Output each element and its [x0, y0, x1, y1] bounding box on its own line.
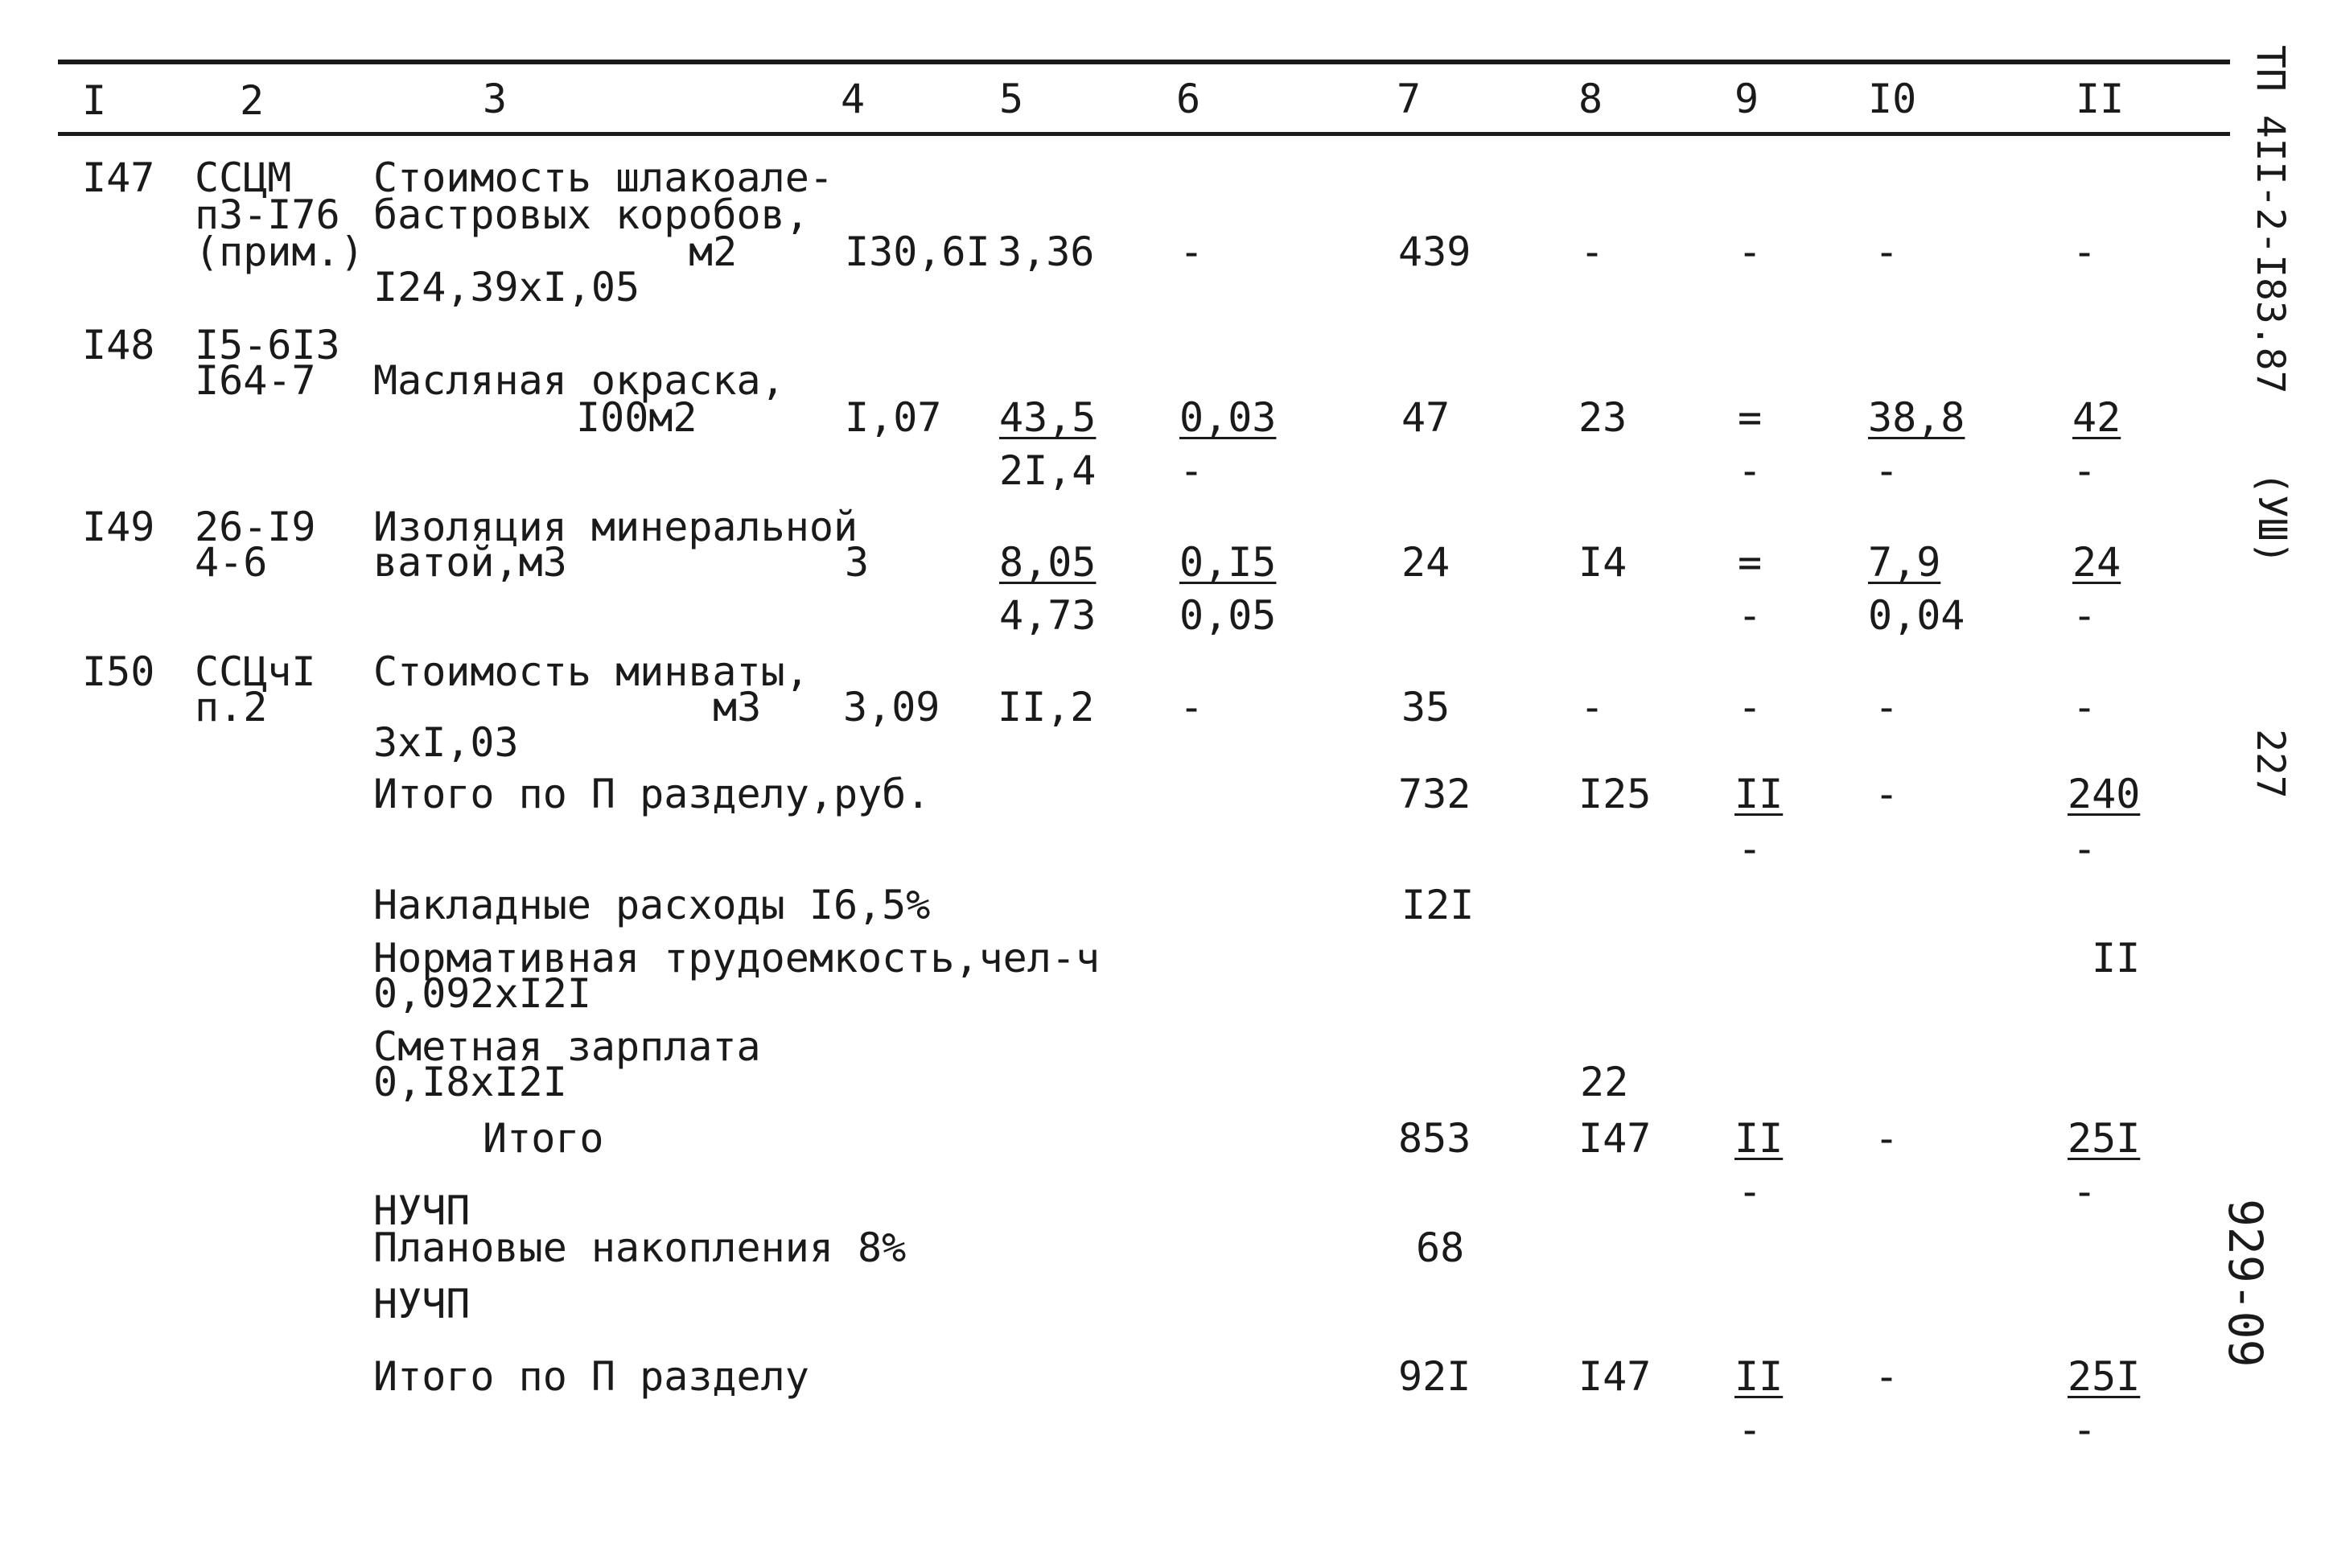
- cell-col-11: -: [2072, 228, 2097, 275]
- summary-label: Итого по П разделу: [373, 1353, 809, 1400]
- cell-col-11: II: [2092, 935, 2141, 982]
- cell-col-5-sub: 2I,4: [999, 447, 1097, 494]
- cell-col-6-sub: -: [1179, 447, 1204, 494]
- cell-col-10: -: [1874, 771, 1899, 817]
- cell-col-7: 439: [1398, 228, 1471, 275]
- cell-col-7: 24: [1401, 539, 1450, 586]
- cell-col-11-sub: -: [2072, 592, 2097, 639]
- summary-label: Итого по П разделу,руб.: [373, 771, 931, 817]
- cell-col-8: 22: [1580, 1059, 1629, 1105]
- summary-label: Итого: [483, 1115, 604, 1162]
- summary-label: Накладные расходы I6,5%: [373, 882, 931, 928]
- cell-col-8: -: [1580, 228, 1605, 275]
- row-description: Масляная окраска,: [373, 357, 785, 404]
- cell-col-7: 853: [1398, 1115, 1471, 1162]
- header-col-3: 3: [483, 76, 508, 122]
- archive-stamp: 929-09: [2218, 1199, 2273, 1368]
- cell-col-11: -: [2072, 684, 2097, 730]
- header-col-11: II: [2076, 76, 2125, 122]
- header-col-6: 6: [1176, 76, 1201, 122]
- header-col-10: I0: [1868, 76, 1917, 122]
- summary-label: Плановые накопления 8%: [373, 1224, 907, 1271]
- header-col-4: 4: [841, 76, 866, 122]
- row-unit: м3: [713, 684, 762, 730]
- summary-label: Нормативная трудоемкость,чел-ч: [373, 935, 1101, 982]
- cell-col-6-sub: 0,05: [1179, 592, 1277, 639]
- row-code: I5-6I3: [195, 322, 340, 368]
- cell-col-6: 0,I5: [1179, 539, 1277, 586]
- cell-col-7: I2I: [1401, 882, 1475, 928]
- summary-formula: 0,I8xI2I: [373, 1059, 567, 1105]
- cell-col-9: =: [1738, 394, 1763, 441]
- cell-col-9-sub: -: [1738, 1168, 1763, 1215]
- cell-col-11-sub: -: [2072, 825, 2097, 872]
- header-col-1: I: [82, 77, 107, 124]
- cell-col-10: -: [1874, 684, 1899, 730]
- cell-col-8: I47: [1578, 1353, 1652, 1400]
- cell-col-4: 3: [845, 539, 870, 586]
- page-number: 227: [2248, 729, 2293, 799]
- cell-col-7: 47: [1401, 394, 1450, 441]
- cell-col-8: I25: [1578, 771, 1652, 817]
- header-col-5: 5: [999, 76, 1024, 122]
- row-description: Изоляция минеральной: [373, 504, 858, 550]
- cell-col-8: -: [1580, 684, 1605, 730]
- row-number: I50: [82, 648, 155, 695]
- cell-col-4: I,07: [845, 394, 942, 441]
- cell-col-11: 24: [2072, 539, 2121, 586]
- row-formula: 3xI,03: [373, 719, 519, 766]
- cell-col-7: 92I: [1398, 1353, 1471, 1400]
- cell-col-10: -: [1874, 228, 1899, 275]
- row-number: I47: [82, 154, 155, 201]
- row-number: I49: [82, 504, 155, 550]
- row-code: ССЦчI: [195, 648, 316, 695]
- row-unit: I00м2: [576, 394, 697, 441]
- cell-col-6: -: [1179, 684, 1204, 730]
- cell-col-5: 3,36: [998, 228, 1095, 275]
- cell-col-11: 42: [2072, 394, 2121, 441]
- cell-col-10: -: [1874, 1115, 1899, 1162]
- cell-col-5-sub: 4,73: [999, 592, 1097, 639]
- cell-col-10: 7,9: [1868, 539, 1941, 586]
- cell-col-8: I47: [1578, 1115, 1652, 1162]
- cell-col-10-sub: -: [1874, 447, 1899, 494]
- cell-col-8: I4: [1578, 539, 1627, 586]
- row-number: I48: [82, 322, 155, 368]
- cell-col-5: II,2: [998, 684, 1095, 730]
- cell-col-7: 68: [1416, 1224, 1465, 1271]
- row-code: п3-I76: [195, 191, 340, 238]
- cell-col-4: I30,6I: [845, 228, 990, 275]
- header-col-7: 7: [1397, 76, 1422, 122]
- cell-col-9-sub: -: [1738, 1406, 1763, 1453]
- document-code: ТП 4II-2-I83.87: [2248, 45, 2293, 394]
- cell-col-11: 25I: [2068, 1353, 2141, 1400]
- cell-col-7: 732: [1398, 771, 1471, 817]
- cell-col-11-sub: -: [2072, 447, 2097, 494]
- header-col-9: 9: [1734, 76, 1759, 122]
- summary-formula: 0,092xI2I: [373, 970, 591, 1017]
- document-part: (УШ): [2249, 471, 2294, 565]
- cell-col-5: 43,5: [999, 394, 1097, 441]
- row-code: ССЦМ: [195, 154, 292, 201]
- cell-col-11-sub: -: [2072, 1168, 2097, 1215]
- cell-col-6: -: [1179, 228, 1204, 275]
- cell-col-11: 25I: [2068, 1115, 2141, 1162]
- row-description: ватой,м3: [373, 539, 567, 586]
- cell-col-9: II: [1734, 771, 1784, 817]
- cell-col-10: 38,8: [1868, 394, 1965, 441]
- row-description: Стоимость минваты,: [373, 648, 809, 695]
- cell-col-9: II: [1734, 1115, 1784, 1162]
- row-code: п.2: [195, 684, 268, 730]
- header-col-2: 2: [240, 77, 265, 124]
- top-rule: [58, 60, 2230, 64]
- nuchp-label: НУЧП: [373, 1281, 471, 1327]
- cell-col-10: -: [1874, 1353, 1899, 1400]
- cell-col-9: -: [1738, 684, 1763, 730]
- cell-col-11-sub: -: [2072, 1406, 2097, 1453]
- cell-col-9-sub: -: [1738, 592, 1763, 639]
- cell-col-6: 0,03: [1179, 394, 1277, 441]
- header-rule: [58, 132, 2230, 136]
- row-code: (прим.): [195, 228, 364, 275]
- row-code: 26-I9: [195, 504, 316, 550]
- cell-col-9: =: [1738, 539, 1763, 586]
- cell-col-9: II: [1734, 1353, 1784, 1400]
- cell-col-11: 240: [2068, 771, 2141, 817]
- cell-col-5: 8,05: [999, 539, 1097, 586]
- cell-col-9-sub: -: [1738, 447, 1763, 494]
- cell-col-7: 35: [1401, 684, 1450, 730]
- row-formula: I24,39xI,05: [373, 264, 640, 311]
- row-description: бастровых коробов,: [373, 191, 809, 238]
- cell-col-4: 3,09: [843, 684, 940, 730]
- row-description: Стоимость шлакоале-: [373, 154, 833, 201]
- row-code: I64-7: [195, 357, 316, 404]
- cell-col-8: 23: [1578, 394, 1627, 441]
- summary-label: Сметная зарплата: [373, 1023, 761, 1070]
- nuchp-label: НУЧП: [373, 1187, 471, 1234]
- cell-col-9-sub: -: [1738, 825, 1763, 872]
- row-unit: м2: [689, 228, 738, 275]
- row-code: 4-6: [195, 539, 268, 586]
- cell-col-9: -: [1738, 228, 1763, 275]
- header-col-8: 8: [1578, 76, 1603, 122]
- cell-col-10-sub: 0,04: [1868, 592, 1965, 639]
